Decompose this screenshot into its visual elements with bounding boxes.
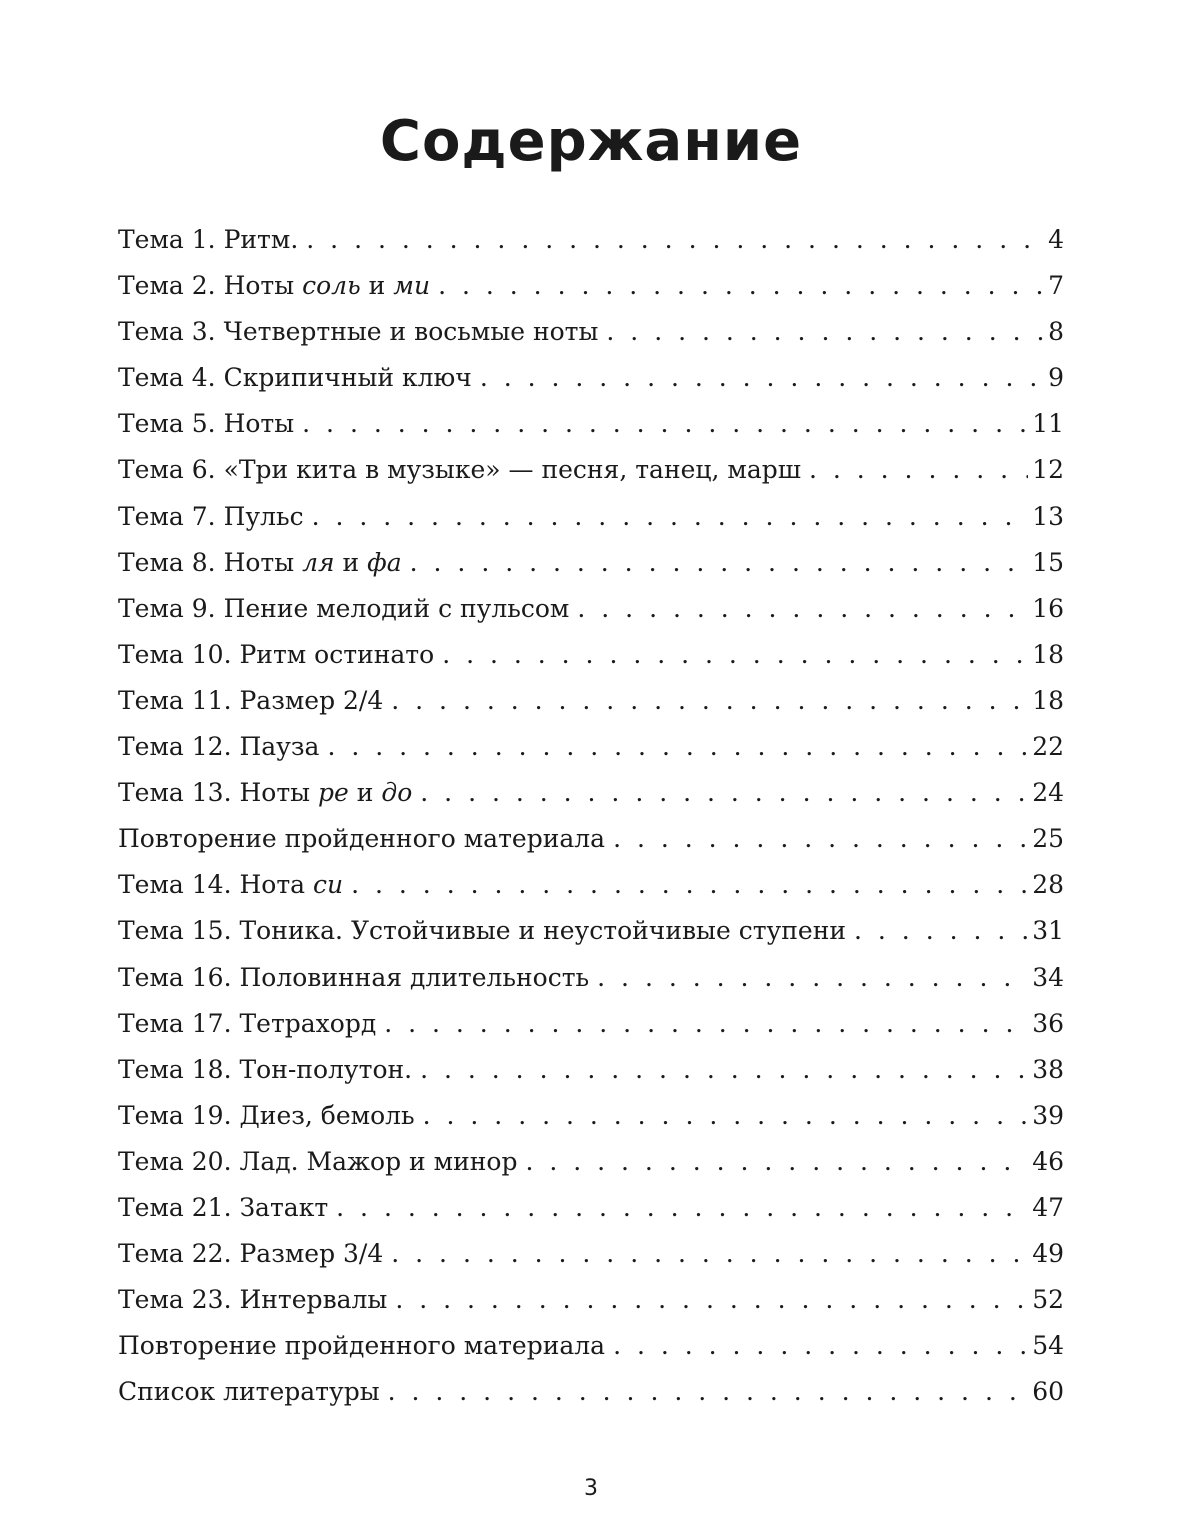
dot-leader — [854, 908, 1028, 954]
dot-leader — [420, 770, 1028, 816]
toc-page-number: 34 — [1032, 962, 1064, 992]
dot-leader — [388, 1369, 1029, 1415]
dot-leader — [302, 401, 1028, 447]
dot-leader — [384, 1001, 1028, 1047]
toc-page-number: 36 — [1032, 1008, 1064, 1038]
toc-entry-title — [118, 447, 801, 493]
toc-page-number: 9 — [1048, 363, 1064, 393]
toc-page-number: 28 — [1032, 870, 1064, 900]
dot-leader — [306, 217, 1044, 263]
page-title: Содержание — [379, 109, 803, 174]
dot-leader — [438, 263, 1044, 309]
toc-page-number: 46 — [1032, 1146, 1064, 1176]
toc-entry-title — [118, 540, 402, 586]
toc-entry-title — [118, 1369, 380, 1415]
dot-leader — [423, 1093, 1029, 1139]
toc-title-part: Тема 7. Пульс — [118, 501, 304, 531]
toc-entry — [118, 1093, 1064, 1139]
toc-page-number: 60 — [1032, 1377, 1064, 1407]
toc-entry-title — [118, 1139, 517, 1185]
toc-entry — [118, 1323, 1064, 1369]
toc-entry-title — [118, 862, 343, 908]
toc-page-number: 12 — [1032, 455, 1064, 485]
toc-entry — [118, 355, 1064, 401]
table-of-contents — [118, 217, 1064, 1415]
toc-title-part: Тема 23. Интервалы — [118, 1285, 388, 1315]
toc-entry-title — [118, 1323, 605, 1369]
toc-entry-title — [118, 586, 569, 632]
dot-leader — [391, 678, 1028, 724]
dot-leader — [606, 309, 1044, 355]
toc-title-part: Тема 22. Размер 3/4 — [118, 1239, 384, 1269]
dot-leader — [525, 1139, 1028, 1185]
toc-entry-title — [118, 309, 598, 355]
toc-title-part: Тема 13. Ноты — [118, 778, 318, 808]
toc-entry — [118, 1047, 1064, 1093]
toc-page-number: 7 — [1048, 271, 1064, 301]
toc-title-part: Повторение пройденного материала — [118, 1331, 606, 1361]
toc-page-number: 8 — [1048, 317, 1064, 347]
toc-title-part: Тема 18. Тон-полутон. — [118, 1054, 413, 1084]
toc-entry — [118, 908, 1064, 954]
toc-entry — [118, 447, 1064, 493]
dot-leader — [613, 816, 1028, 862]
dot-leader — [420, 1047, 1028, 1093]
toc-title-part: Тема 5. Ноты — [118, 409, 295, 439]
toc-entry — [118, 1277, 1064, 1323]
toc-entry — [118, 1231, 1064, 1277]
toc-page-number: 54 — [1032, 1331, 1064, 1361]
toc-title-part: Тема 8. Ноты — [118, 547, 303, 577]
toc-entry — [118, 770, 1064, 816]
toc-entry-title — [118, 217, 298, 263]
toc-title-part: Тема 3. Четвертные и восьмые ноты — [118, 317, 599, 347]
toc-entry — [118, 586, 1064, 632]
toc-entry-title — [118, 1093, 415, 1139]
toc-title-part: и — [348, 778, 382, 808]
toc-title-part: Тема 6. «Три кита в музыке» — песня, танец, марш — [118, 455, 801, 485]
toc-title-italic-part: фа — [367, 547, 402, 577]
toc-entry — [118, 1369, 1064, 1415]
toc-page-number: 13 — [1032, 501, 1064, 531]
toc-entry — [118, 632, 1064, 678]
toc-page-number: 4 — [1048, 225, 1064, 254]
toc-entry-title — [118, 908, 846, 954]
toc-page-number: 16 — [1032, 593, 1064, 623]
toc-title-part: Тема 1. Ритм. — [118, 225, 299, 254]
toc-entry-title — [118, 1047, 412, 1093]
toc-entry-title — [118, 401, 294, 447]
toc-page-number: 25 — [1032, 824, 1064, 854]
toc-entry — [118, 401, 1064, 447]
toc-title-part: Тема 16. Половинная длительность — [118, 962, 590, 992]
toc-title-part: Тема 12. Пауза — [118, 732, 320, 762]
dot-leader — [312, 494, 1029, 540]
toc-entry — [118, 1001, 1064, 1047]
dot-leader — [597, 955, 1028, 1001]
toc-entry — [118, 724, 1064, 770]
toc-page-number: 18 — [1032, 685, 1064, 715]
dot-leader — [577, 586, 1028, 632]
toc-title-italic-part: до — [381, 778, 413, 808]
dot-leader — [336, 1185, 1028, 1231]
toc-title-part: Тема 11. Размер 2/4 — [118, 685, 384, 715]
toc-page-number: 18 — [1032, 639, 1064, 669]
toc-title-part: Тема 15. Тоника. Устойчивые и неустойчивые ступени — [118, 916, 847, 946]
toc-entry — [118, 862, 1064, 908]
toc-title-part: Тема 9. Пение мелодий с пульсом — [118, 593, 570, 623]
toc-title-part: Тема 2. Ноты — [118, 271, 303, 301]
dot-leader — [613, 1323, 1028, 1369]
toc-entry — [118, 1185, 1064, 1231]
dot-leader — [351, 862, 1028, 908]
toc-entry-title — [118, 1231, 383, 1277]
toc-title-part: Тема 4. Скрипичный ключ — [118, 363, 472, 393]
toc-page-number: 38 — [1032, 1054, 1064, 1084]
toc-title-italic-part: ре — [318, 778, 349, 808]
toc-entry-title — [118, 632, 434, 678]
toc-title-part: Тема 14. Нота — [118, 870, 314, 900]
toc-title-part: и — [360, 271, 394, 301]
toc-title-part: Тема 19. Диез, бемоль — [118, 1100, 415, 1130]
toc-title-italic-part: соль — [302, 271, 361, 301]
toc-title-part: Тема 17. Тетрахорд — [118, 1008, 377, 1038]
toc-entry — [118, 217, 1064, 263]
toc-page-number: 52 — [1032, 1285, 1064, 1315]
dot-leader — [327, 724, 1028, 770]
toc-page-number: 22 — [1032, 732, 1064, 762]
toc-page-number: 15 — [1032, 547, 1064, 577]
toc-page-number: 47 — [1032, 1192, 1064, 1222]
toc-title-italic-part: си — [313, 870, 344, 900]
page-number: 3 — [584, 1476, 598, 1501]
toc-title-part: Тема 10. Ритм остинато — [118, 639, 435, 669]
toc-entry-title — [118, 1277, 387, 1323]
toc-entry-title — [118, 494, 304, 540]
toc-page-number: 11 — [1032, 409, 1064, 439]
toc-entry-title — [118, 355, 472, 401]
toc-title-part: Тема 21. Затакт — [118, 1192, 329, 1222]
toc-page-number: 39 — [1032, 1100, 1064, 1130]
toc-entry-title — [118, 724, 319, 770]
toc-entry — [118, 309, 1064, 355]
toc-entry-title — [118, 1001, 376, 1047]
toc-entry-title — [118, 770, 412, 816]
dot-leader — [391, 1231, 1028, 1277]
toc-entry — [118, 1139, 1064, 1185]
dot-leader — [442, 632, 1028, 678]
toc-entry-title — [118, 816, 605, 862]
dot-leader — [410, 540, 1029, 586]
toc-title-part: Повторение пройденного материала — [118, 824, 606, 854]
toc-entry-title — [118, 1185, 328, 1231]
toc-title-part: Тема 20. Лад. Мажор и минор — [118, 1146, 518, 1176]
toc-page-number: 24 — [1032, 778, 1064, 808]
toc-title-part: Список литературы — [118, 1377, 380, 1407]
dot-leader — [809, 447, 1028, 493]
dot-leader — [395, 1277, 1028, 1323]
toc-title-italic-part: ля — [302, 547, 335, 577]
toc-entry — [118, 494, 1064, 540]
toc-entry — [118, 263, 1064, 309]
toc-entry-title — [118, 955, 589, 1001]
toc-entry — [118, 955, 1064, 1001]
toc-entry — [118, 540, 1064, 586]
toc-title-italic-part: ми — [393, 271, 431, 301]
dot-leader — [480, 355, 1044, 401]
toc-entry — [118, 816, 1064, 862]
toc-page-number: 49 — [1032, 1239, 1064, 1269]
toc-entry-title — [118, 263, 430, 309]
toc-title-part: и — [334, 547, 368, 577]
toc-entry — [118, 678, 1064, 724]
toc-page-number: 31 — [1032, 916, 1064, 946]
toc-entry-title — [118, 678, 383, 724]
